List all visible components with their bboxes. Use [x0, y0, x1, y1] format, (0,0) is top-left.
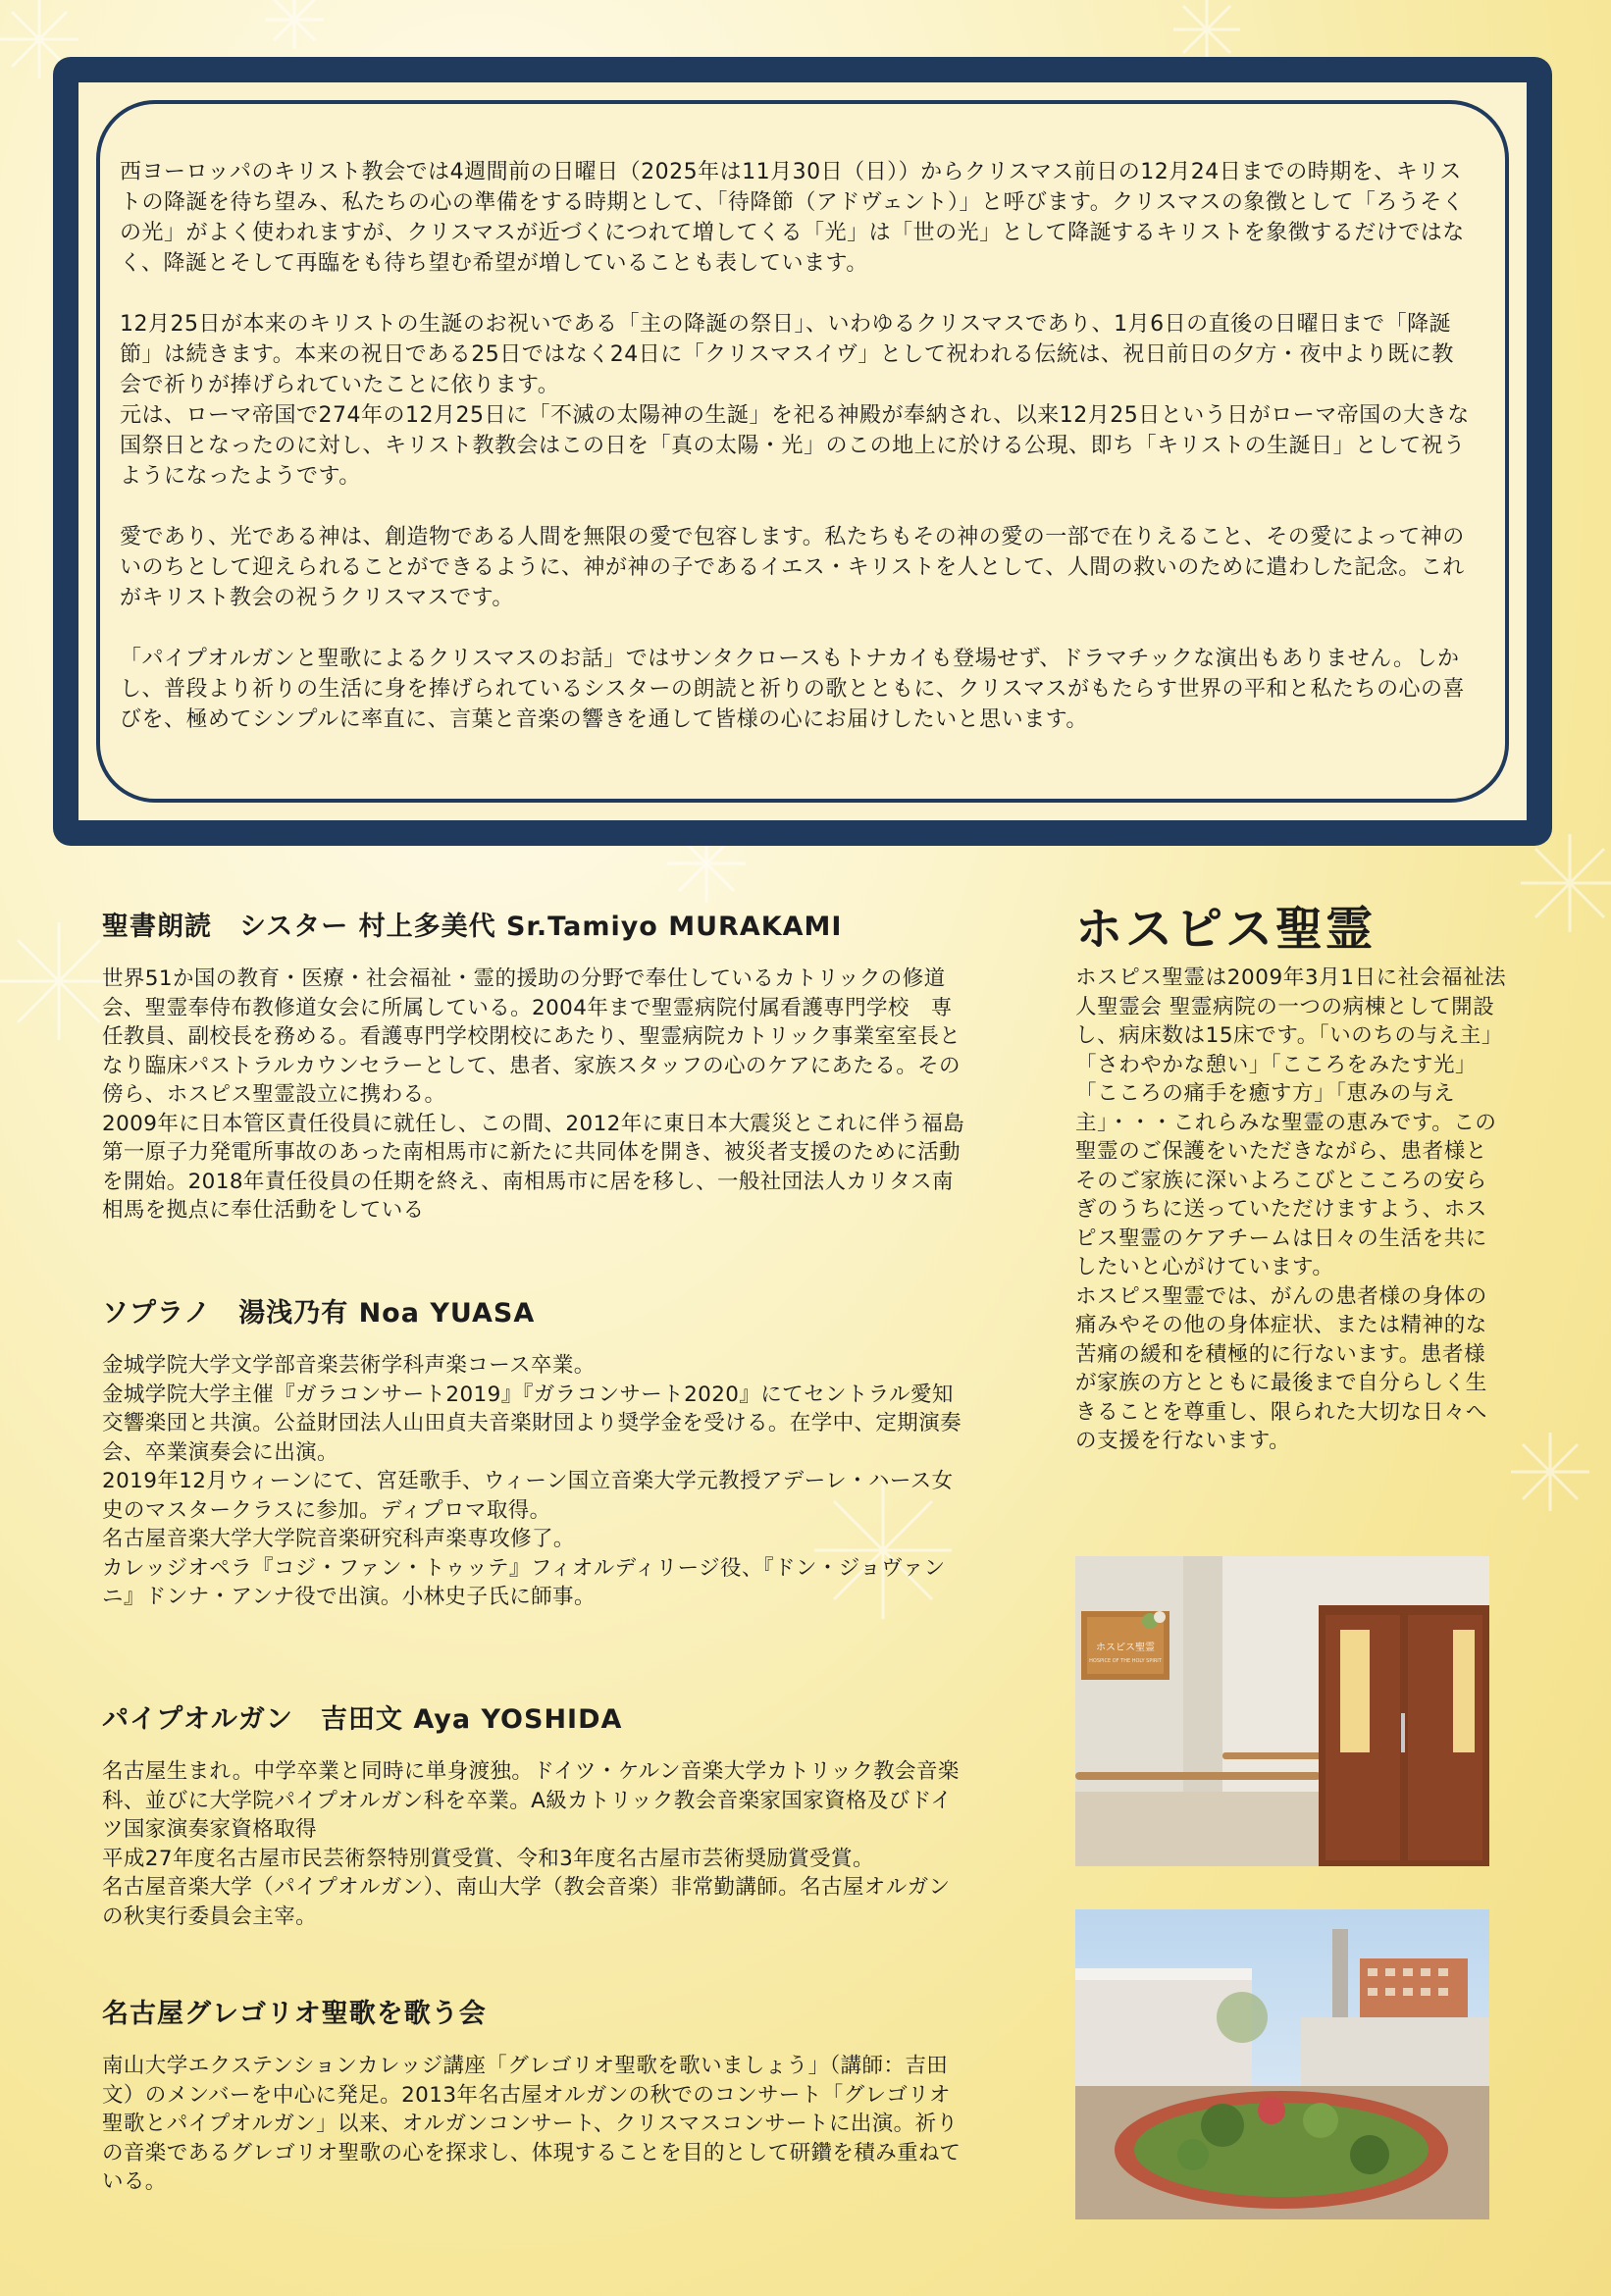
hospice-sign-text: ホスピス聖霊	[1096, 1643, 1155, 1653]
hospice-title: ホスピス聖霊	[1075, 902, 1377, 957]
intro-paragraph-2: 12月25日が本来のキリストの生誕のお祝いである「主の降誕の祭日」、いわゆるクリスマスであり、1月6日の直後の日曜日まで「降誕節」は続きます。本来の祝日である25日ではなく24日に「クリスマスイヴ」として祝われる伝統は、祝日前日の夕方・夜中より既に教会で祈りが捧げられていたことに依ります。	[120, 312, 1454, 397]
profile-murakami	[102, 905, 965, 1226]
intro-text	[120, 157, 1474, 735]
profile-title: パイプオルガン 吉田文 Aya YOSHIDA	[102, 1704, 623, 1735]
intro-paragraph-1: 西ヨーロッパのキリスト教会では4週間前の日曜日（2025年は11月30日（日））からクリスマス前日の12月24日までの時期を、キリストの降誕を待ち望み、私たちの心の準備をする時期として、「待降節（アドヴェント）」と呼びます。クリスマスの象徴として「ろうそくの光」がよく使われますが、クリスマスが近づくにつれて増してくる「光」は「世の光」として降誕するキリストを象徴するだけではなく、降誕とそして再臨をも待ち望む希望が増していることも表しています。	[120, 160, 1465, 276]
intro-paragraph-5: 「パイプオルガンと聖歌によるクリスマスのお話」ではサンタクロースもトナカイも登場せず、ドラマチックな演出もありません。しかし、普段より祈りの生活に身を捧げられているシスターの朗読と祈りの歌とともに、クリスマスがもたらす世界の平和と私たちの心の喜びを、極めてシンプルに率直に、言葉と音楽の響きを通して皆様の心にお届けしたいと思います。	[120, 647, 1465, 732]
profile-body: 金城学院大学文学部音楽芸術学科声楽コース卒業。 金城学院大学主催『ガラコンサート2019』『ガラコンサート2020』にてセントラル愛知交響楽団と共演。公益財団法人山田貞夫音楽財団より奨学金を受ける。在学中、定期演奏会、卒業演奏会に出演。 2019年12月ウィーンにて、宮廷歌手、ウィーン国立音楽大学元教授アデーレ・ハース女史のマスタークラスに参加。ディプロマ取得。 名古屋音楽大学大学院音楽研究科声楽専攻修了。 カレッジオペラ『コジ・ファン・トゥッテ』フィオルディリージ役、『ドン・ジョヴァンニ』ドンナ・アンナ役で出演。小林史子氏に師事。	[102, 1353, 962, 1609]
intro-paragraph-3: 元は、ローマ帝国で274年の12月25日に「不滅の太陽神の生誕」を祀る神殿が奉納され、以来12月25日という日がローマ帝国の大きな国祭日となったのに対し、キリスト教教会はこの日を「真の太陽・光」のこの地上に於ける公現、即ち「キリストの生誕日」として祝うようになったようです。	[120, 403, 1470, 489]
profile-body: 名古屋生まれ。中学卒業と同時に単身渡独。ドイツ・ケルン音楽大学カトリック教会音楽科、並びに大学院パイプオルガン科を卒業。A級カトリック教会音楽家国家資格及びドイツ国家演奏家資格取得 平成27年度名古屋市民芸術祭特別賞受賞、令和3年度名古屋市芸術奨励賞受賞。 名古屋音楽大学（パイプオルガン）、南山大学（教会音楽）非常勤講師。名古屋オルガンの秋実行委員会主宰。	[102, 1759, 960, 1929]
hospice-description: ホスピス聖霊は2009年3月1日に社会福祉法人聖霊会 聖霊病院の一つの病棟として開設し、病床数は15床です。「いのちの与え主」「さわやかな憩い」「こころをみたす光」「こころの痛手を癒す方」「恵みの与え主」・・・これらみな聖霊の恵みです。この聖霊のご保護をいただきながら、患者様とそのご家族に深いよろこびとこころの安らぎのうちに送っていただけますよう、ホスピス聖霊のケアチームは日々の生活を共にしたいと心がけています。 ホスピス聖霊では、がんの患者様の身体の痛みやその他の身体症状、または精神的な苦痛の緩和を積極的に行ないます。患者様が家族の方とともに最後まで自分らしく生きることを尊重し、限られた大切な日々への支援を行ないます。	[1075, 965, 1507, 1453]
hospice-entrance-photo	[1075, 1556, 1489, 1866]
profile-title: 名古屋グレゴリオ聖歌を歌う会	[102, 1999, 487, 2029]
hospice-sign-subtext: HOSPICE OF THE HOLY SPIRIT	[1089, 1658, 1162, 1664]
profile-yoshida	[102, 1697, 965, 1931]
profile-title: ソプラノ 湯浅乃有 Noa YUASA	[102, 1298, 536, 1329]
profile-body: 世界51か国の教育・医療・社会福祉・霊的援助の分野で奉仕しているカトリックの修道会、聖霊奉侍布教修道女会に所属している。2004年まで聖霊病院付属看護専門学校 専任教員、副校長を務める。看護専門学校閉校にあたり、聖霊病院カトリック事業室室長となり臨床パストラルカウンセラーとして、患者、家族スタッフの心のケアにあたる。その傍ら、ホスピス聖霊設立に携わる。 2009年に日本管区責任役員に就任し、この間、2012年に東日本大震災とこれに伴う福島第一原子力発電所事故のあった南相馬市に新たに共同体を開き、被災者支援のために活動を開始。2018年責任役員の任期を終え、南相馬市に居を移し、一般社団法人カリタス南相馬を拠点に奉仕活動をしている	[102, 966, 965, 1223]
intro-paragraph-4: 愛であり、光である神は、創造物である人間を無限の愛で包容します。私たちもその神の愛の一部で在りえること、その愛によって神のいのちとして迎えられることができるように、神が神の子であるイエス・キリストを人として、人間の救いのために遣わした記念。これがキリスト教会の祝うクリスマスです。	[120, 525, 1465, 610]
rooftop-garden-photo	[1075, 1909, 1489, 2219]
profile-body: 南山大学エクステンションカレッジ講座「グレゴリオ聖歌を歌いましょう」（講師：吉田文）のメンバーを中心に発足。2013年名古屋オルガンの秋でのコンサート「グレゴリオ聖歌とパイプオルガン」以来、オルガンコンサート、クリスマスコンサートに出演。祈りの音楽であるグレゴリオ聖歌の心を探求し、体現することを目的として研鑽を積み重ねている。	[102, 2054, 961, 2194]
profile-title: 聖書朗読 シスター 村上多美代 Sr.Tamiyo MURAKAMI	[102, 912, 843, 942]
profile-yuasa	[102, 1291, 965, 1612]
profile-gregorian-choir	[102, 1992, 965, 2197]
